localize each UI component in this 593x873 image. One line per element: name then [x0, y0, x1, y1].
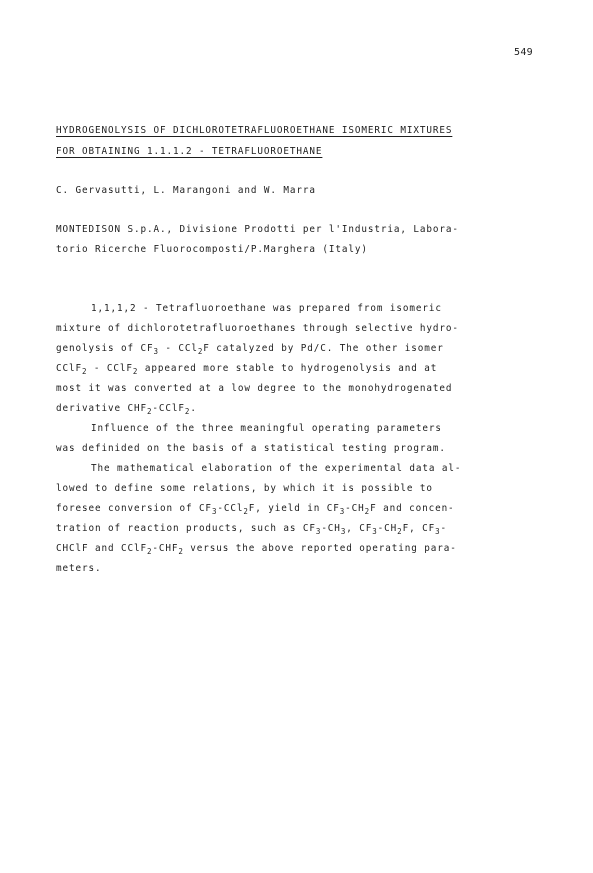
abstract-line-13: CHClF and $CClF_2-CHF_2$ versus the above reported operating para-: [56, 543, 457, 556]
abstract-line-1: 1,1,1,2 - Tetrafluoroethane was prepared from isomeric: [91, 303, 442, 314]
abstract-line-2: mixture of dichlorotetrafluoroethanes through selective hydro-: [56, 323, 459, 334]
abstract-line-5: most it was converted at a low degree to the monohydrogenated: [56, 383, 453, 394]
abstract-line-7: Influence of the three meaningful operating parameters: [91, 423, 442, 434]
abstract-line-11: foresee conversion of $CF_3-CCl_2F$, yield in $CF_3-CH_2F$ and concen-: [56, 503, 455, 516]
affiliation-line-1: MONTEDISON S.p.A., Divisione Prodotti per l'Industria, Labora-: [56, 224, 459, 235]
abstract-line-3: genolysis of $CF_3 - CCl_2F$ catalyzed by Pd/C. The other isomer: [56, 343, 444, 356]
abstract-line-8: was definided on the basis of a statistical testing program.: [56, 443, 446, 454]
title-line-1: HYDROGENOLYSIS OF DICHLOROTETRAFLUOROETHANE ISOMERIC MIXTURES: [56, 125, 453, 136]
title-line-2: FOR OBTAINING 1.1.1.2 - TETRAFLUOROETHANE: [56, 146, 323, 157]
abstract-line-12: tration of reaction products, such as $CF_3-CH_3$, $CF_3-CH_2F$, $CF_3-$: [56, 523, 447, 536]
authors: C. Gervasutti, L. Marangoni and W. Marra: [56, 185, 316, 196]
abstract-line-6: derivative $CHF_2-CClF_2$.: [56, 403, 197, 416]
abstract-line-9: The mathematical elaboration of the experimental data al-: [91, 463, 462, 474]
page-number: 549: [514, 47, 533, 58]
abstract-line-14: meters.: [56, 563, 102, 574]
affiliation-line-2: torio Ricerche Fluorocomposti/P.Marghera (Italy): [56, 244, 368, 255]
abstract-line-4: CClF$_2$ - CClF$_2$ appeared more stable to hydrogenolysis and at: [56, 363, 438, 376]
abstract-line-10: lowed to define some relations, by which it is possible to: [56, 483, 433, 494]
